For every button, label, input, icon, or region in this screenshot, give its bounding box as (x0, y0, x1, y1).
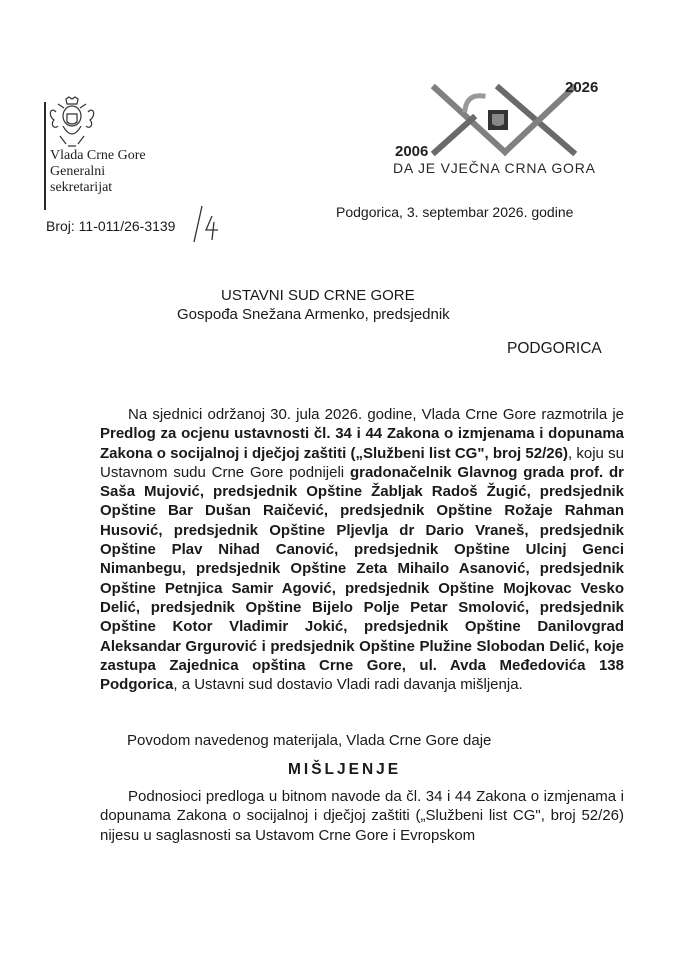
gov-line-2: Generalni (50, 164, 106, 179)
p1-end: , a Ustavni sud dostavio Vladi radi davanja mišljenja. (173, 676, 523, 694)
reference-number: Broj: 11-011/26-3139 (46, 218, 176, 234)
header-divider (44, 102, 46, 210)
gov-line-3: sekretarijat (50, 180, 113, 195)
addressee-institution: USTAVNI SUD CRNE GORE (221, 287, 415, 304)
gov-line-1: Vlada Crne Gore (50, 148, 146, 163)
body-paragraph-2: Povodom navedenog materijala, Vlada Crne Gore daje (127, 732, 492, 749)
p3-text: Podnosioci predloga u bitnom navode da čl. 34 i 44 Zakona o izmjenama i dopunama Zakona o socijalnoj i dječjoj zaštiti („Službeni list CG", broj 52/26) nijesu u saglasnosti sa Ustavom Crne Gore i Evropskom (100, 788, 624, 844)
body-paragraph-1 (100, 405, 624, 694)
p1-start: Na sjednici održanoj 30. jula 2026. godine, Vlada Crne Gore razmotrila je (128, 406, 624, 423)
section-heading: MIŠLJENJE (288, 761, 402, 778)
p1-bold-1: Predlog za ocjenu ustavnosti čl. 34 i 44 Zakona o izmjenama i dopunama Zakona o socijalnoj i dječjoj zaštiti („Službeni list CG", broj 52/26) (100, 425, 624, 462)
logo-year-end: 2026 (565, 79, 599, 96)
logo-tagline: DA JE VJEČNA CRNA GORA (393, 160, 596, 176)
handwritten-mark (190, 204, 226, 244)
p1-mid: , koju su Ustavnom sudu Crne Gore podnijeli (100, 444, 624, 481)
p1-bold-2: gradonačelnik Glavnog grada prof. dr Saša Mujović, predsjednik Opštine Žabljak Radoš Žugić, predsjednik Opštine Bar Dušan Raičević, predsjednik Opštine Rožaje Rahman Husović, predsjednik Opštine Pljevlja dr Dario Vraneš, predsjednik Opštine Plav Nihad Canović, predsjednik Opštine Ulcinj Genci Nimanbegu, predsjednik Opštine Zeta Mihailo Asanović, predsjednik Opštine Petnjica Samir Agović, predsjednik Opštine Mojkovac Vesko Delić, predsjednik Opštine Bijelo Polje Petar Smolović, predsjednik Opštine Kotor Vladimir Jokić, predsjednik Opštine Danilovgrad Aleksandar Grgurović i predsjednik Opštine Plužine Slobodan Delić, koje zastupa Zajednica opština Crne Gore, ul. Avda Međedovića 138 Podgorica (100, 463, 624, 694)
addressee-person: Gospođa Snežana Armenko, predsjednik (177, 306, 450, 323)
addressee-city: PODGORICA (507, 340, 602, 357)
government-name (50, 148, 146, 196)
document-date: Podgorica, 3. septembar 2026. godine (336, 204, 574, 220)
coat-of-arms-icon (46, 96, 96, 154)
logo-year-start: 2006 (395, 143, 429, 160)
body-paragraph-3 (100, 787, 624, 845)
